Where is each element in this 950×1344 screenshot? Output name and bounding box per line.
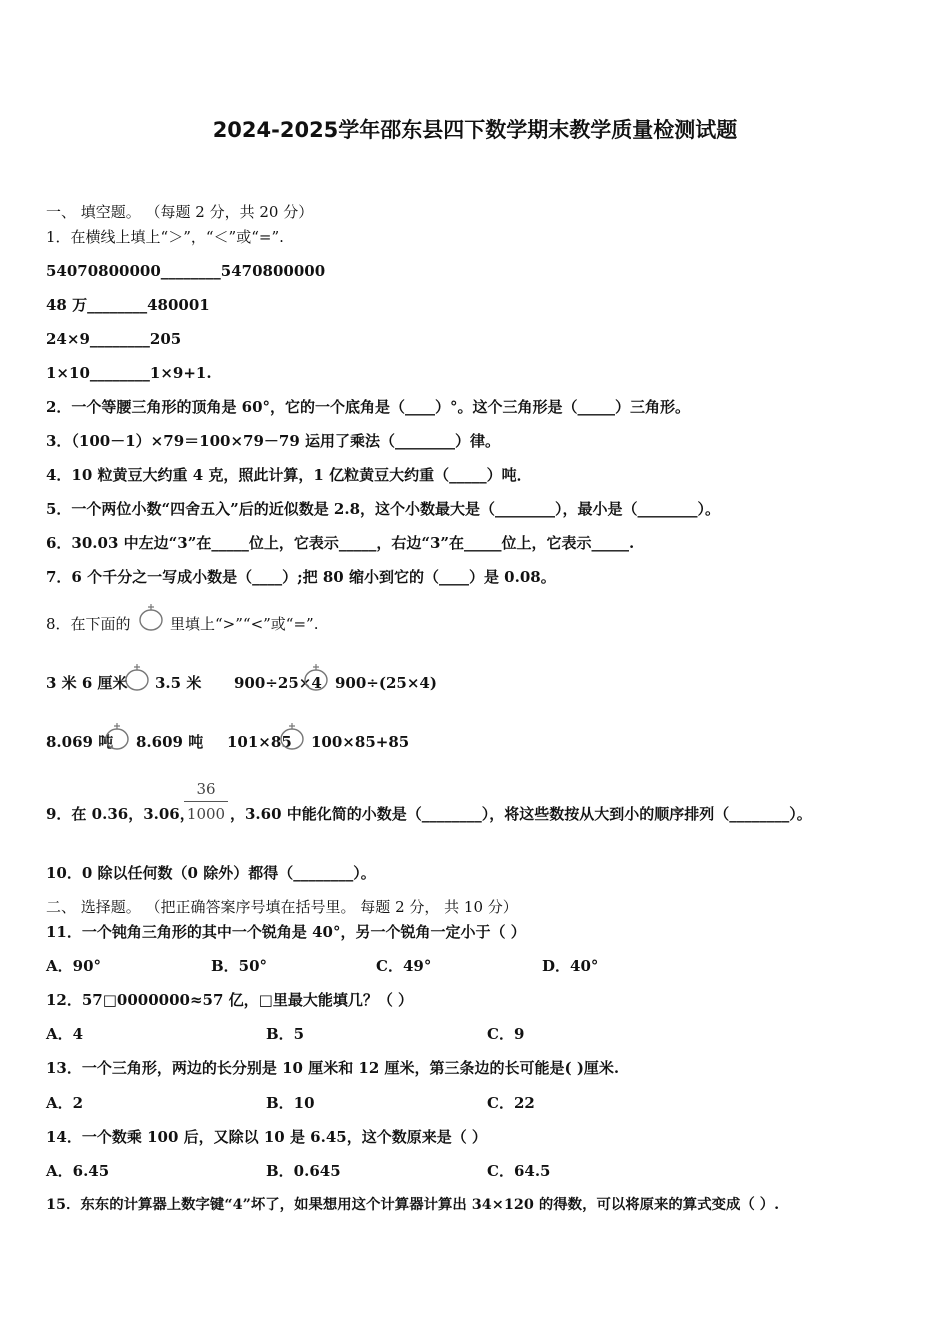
question-9-prefix: 9．在 0.36，3.06， [46,805,195,823]
apple-circle-icon [139,603,163,631]
apple-circle-icon[interactable] [304,663,328,691]
question-1b: 48 万________480001 [46,296,210,314]
q8b-left: 900÷25×4 [234,674,322,692]
q8d-left: 101×85 [227,733,292,751]
question-12: 12．57□0000000≈57 亿，□里最大能填几？（ ） [46,991,414,1009]
question-1c: 24×9________205 [46,330,182,348]
q13-option-c[interactable]: C．22 [487,1094,535,1112]
q12-option-a[interactable]: A．4 [46,1025,84,1043]
fraction-numerator: 36 [196,780,216,798]
question-7: 7．6 个千分之一写成小数是（____）;把 80 缩小到它的（____）是 0.08。 [46,568,556,586]
page-title: 2024-2025学年邵东县四下数学期末教学质量检测试题 [212,118,738,142]
q11-option-c[interactable]: C．49° [376,957,432,975]
fraction [184,778,228,825]
q11-option-a[interactable]: A．90° [46,957,102,975]
question-9-suffix: ，3.60 中能化简的小数是（________），将这些数按从大到小的顺序排列（________）。 [230,805,812,823]
question-3: 3．（100－1）×79＝100×79－79 运用了乘法（________）律。 [46,432,500,450]
apple-circle-icon[interactable] [280,722,304,750]
q14-option-c[interactable]: C．64.5 [487,1162,551,1180]
question-8-suffix: 里填上“>”“<”或“=”. [170,615,319,633]
question-1d: 1×10________1×9+1. [46,364,212,382]
question-4: 4．10 粒黄豆大约重 4 克，照此计算，1 亿粒黄豆大约重（_____）吨． [46,466,532,484]
section-heading-fill: 一、 填空题。 （每题 2 分，共 20 分） [46,203,314,221]
q8c-left: 8.069 吨 [46,733,114,751]
q8a-right: 3.5 米 [155,674,202,692]
question-6: 6．30.03 中左边“3”在_____位上，它表示_____，右边“3”在_____位上，它表示_____. [46,534,635,552]
question-13: 13．一个三角形，两边的长分别是 10 厘米和 12 厘米，第三条边的长可能是( )厘米. [46,1059,620,1077]
question-10: 10．0 除以任何数（0 除外）都得（________）。 [46,864,376,882]
q8c-right: 8.609 吨 [136,733,204,751]
q12-option-b[interactable]: B．5 [266,1025,305,1043]
apple-circle-icon[interactable] [105,722,129,750]
q8b-right: 900÷(25×4) [335,674,437,692]
q13-option-b[interactable]: B．10 [266,1094,315,1112]
question-5: 5．一个两位小数“四舍五入”后的近似数是 2.8，这个小数最大是（________），最小是（________）。 [46,500,721,518]
question-2: 2．一个等腰三角形的顶角是 60°，它的一个底角是（____）°。这个三角形是（_____）三角形。 [46,398,691,416]
q8d-right: 100×85+85 [311,733,410,751]
question-1a: 54070800000________5470800000 [46,262,326,280]
section-heading-choice: 二、 选择题。 （把正确答案序号填在括号里。 每题 2 分， 共 10 分） [46,898,518,916]
question-8-prefix: 8．在下面的 [46,615,131,633]
question-11: 11．一个钝角三角形的其中一个锐角是 40°，另一个锐角一定小于（ ） [46,923,526,941]
question-14: 14．一个数乘 100 后，又除以 10 是 6.45，这个数原来是（ ） [46,1128,487,1146]
fraction-denominator: 1000 [186,805,226,823]
q12-option-c[interactable]: C．9 [487,1025,525,1043]
fraction-bar [184,801,228,802]
q8a-left: 3 米 6 厘米 [46,674,128,692]
question-15: 15．东东的计算器上数字键“4”坏了，如果想用这个计算器计算出 34×120 的得数，可以将原来的算式变成（ ）. [46,1196,780,1213]
q14-option-a[interactable]: A．6.45 [46,1162,110,1180]
question-1: 1．在横线上填上“＞”，“＜”或“=”. [46,228,284,246]
q11-option-d[interactable]: D．40° [542,957,599,975]
apple-circle-icon[interactable] [125,663,149,691]
q11-option-b[interactable]: B．50° [211,957,268,975]
q14-option-b[interactable]: B．0.645 [266,1162,341,1180]
q13-option-a[interactable]: A．2 [46,1094,84,1112]
